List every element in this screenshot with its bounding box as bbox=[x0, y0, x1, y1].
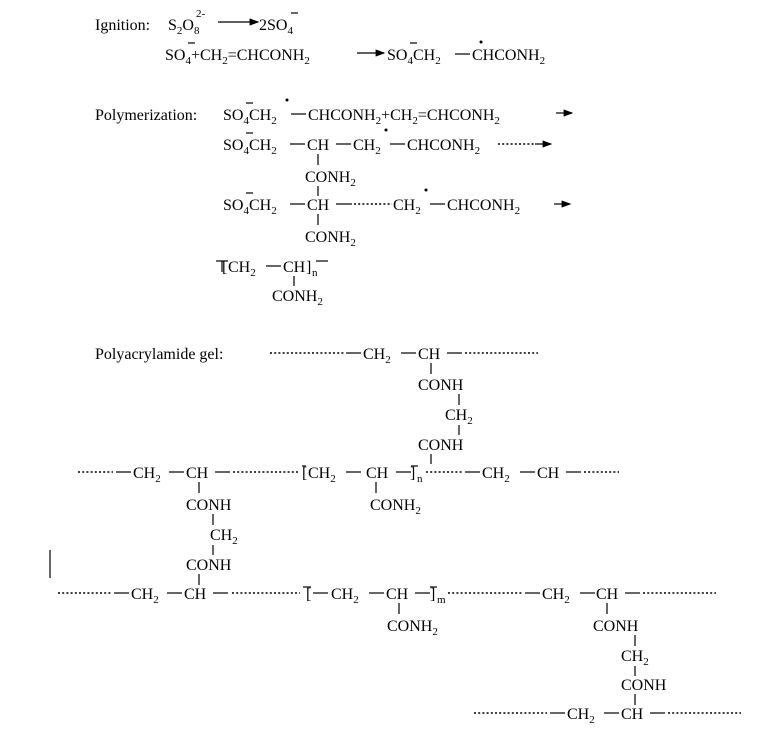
chain-ch: CH bbox=[537, 465, 560, 482]
chain-start: $SO_4CH_2$ bbox=[223, 197, 277, 217]
crosslink-amide: CONH bbox=[418, 377, 464, 394]
chain-ch2: $CH_2$ bbox=[133, 465, 161, 485]
polymer-bracket-close: ] bbox=[306, 259, 312, 276]
chain-ch: CH bbox=[596, 586, 619, 603]
crosslink-ch2: $CH_2$ bbox=[445, 407, 473, 427]
polymer-bracket-open: [ bbox=[222, 259, 228, 276]
amide-group: $CONH_2$ bbox=[272, 288, 323, 308]
chain-ch: CH bbox=[366, 465, 389, 482]
radical-dot bbox=[480, 41, 483, 44]
amide-group: $CONH_2$ bbox=[387, 618, 438, 638]
polymer-unit-ch: CH bbox=[283, 259, 306, 276]
polymerization-label: Polymerization: bbox=[95, 107, 198, 124]
chain-ch: CH bbox=[621, 706, 644, 723]
chain-ch2: $CH_2$ bbox=[308, 465, 336, 485]
persulfate-formula: $S_2O_8$ bbox=[168, 17, 200, 37]
dimer-start: $SO_4CH_2$ bbox=[223, 137, 277, 157]
sulfate-radical-product: $2SO_4$ bbox=[259, 17, 293, 37]
propagation-reactant-b: $CHCONH_2+CH_2=CHCONH_2$ bbox=[308, 107, 500, 127]
gel-section bbox=[50, 346, 741, 726]
chain-ch: CH bbox=[307, 197, 330, 214]
chain-ch2: $CH_2$ bbox=[363, 346, 391, 366]
chain-ch2: $CH_2$ bbox=[131, 586, 159, 606]
initiation-reactants: $SO_4+CH_2=CHCONH_2$ bbox=[165, 47, 310, 67]
polymerization-section bbox=[95, 99, 572, 309]
crosslink-amide: CONH bbox=[186, 497, 232, 514]
gel-label: Polyacrylamide gel: bbox=[95, 346, 224, 363]
chain-tail: $CHCONH_2$ bbox=[447, 197, 521, 217]
initiation-product: $SO_4CH_2$ bbox=[387, 47, 441, 67]
ignition-section bbox=[95, 8, 545, 67]
amide-group: $CONH_2$ bbox=[305, 169, 356, 189]
crosslink-amide: CONH bbox=[593, 618, 639, 635]
crosslink-amide: CONH bbox=[186, 557, 232, 574]
amide-group: $CONH_2$ bbox=[370, 497, 421, 517]
persulfate-charge: 2- bbox=[196, 8, 206, 20]
radical-dot bbox=[286, 99, 289, 102]
chain-ch2: $CH_2$ bbox=[567, 706, 595, 726]
chain-bracket-open: [ bbox=[306, 586, 312, 603]
crosslink-amide: CONH bbox=[418, 437, 464, 454]
chain-bracket-open: [ bbox=[302, 465, 308, 482]
repeat-count-n: n bbox=[417, 473, 423, 485]
chain-ch: CH bbox=[184, 586, 207, 603]
dimer-ch2: $CH_2$ bbox=[353, 137, 381, 157]
chain-ch: CH bbox=[386, 586, 409, 603]
chain-ch: CH bbox=[186, 465, 209, 482]
chain-ch2: $CH_2$ bbox=[393, 197, 421, 217]
crosslink-amide: CONH bbox=[621, 677, 667, 694]
chain-bracket-close: ] bbox=[410, 465, 416, 482]
ignition-label: Ignition: bbox=[95, 17, 151, 34]
chain-ch2: $CH_2$ bbox=[482, 465, 510, 485]
propagation-reactant-a: $SO_4CH_2$ bbox=[223, 107, 277, 127]
initiation-product-tail: $CHCONH_2$ bbox=[472, 47, 546, 67]
repeat-count-n: n bbox=[312, 267, 318, 279]
radical-dot bbox=[385, 129, 388, 132]
chain-bracket-close: ] bbox=[430, 586, 436, 603]
crosslink-ch2: $CH_2$ bbox=[210, 527, 238, 547]
chain-ch: CH bbox=[418, 346, 441, 363]
dimer-ch: CH bbox=[307, 137, 330, 154]
chain-ch2: $CH_2$ bbox=[331, 586, 359, 606]
dimer-tail: $CHCONH_2$ bbox=[407, 137, 481, 157]
chain-ch2: $CH_2$ bbox=[542, 586, 570, 606]
amide-group: $CONH_2$ bbox=[305, 229, 356, 249]
repeat-count-m: m bbox=[437, 594, 446, 606]
radical-dot bbox=[425, 189, 428, 192]
crosslink-ch2: $CH_2$ bbox=[621, 648, 649, 668]
polymer-unit-ch2: $CH_2$ bbox=[228, 259, 256, 279]
